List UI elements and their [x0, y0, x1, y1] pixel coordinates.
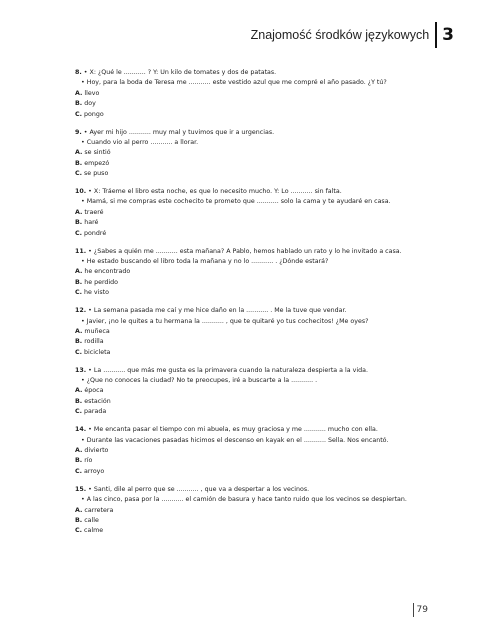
option-letter: A.: [75, 327, 83, 335]
question-item: [75, 68, 465, 120]
option-text: pondré: [84, 229, 107, 237]
sentence-text: • Ayer mi hijo ........... muy mal y tuvimos que ir a urgencias.: [83, 128, 275, 136]
answer-option: [75, 526, 465, 536]
answer-option: [75, 110, 465, 120]
question-sentence: [75, 495, 465, 505]
option-text: época: [84, 387, 104, 395]
answer-option: [75, 208, 465, 218]
answer-option: [75, 407, 465, 417]
question-sentence: [75, 187, 465, 197]
answer-option: [75, 229, 465, 239]
question-sentence: [75, 376, 465, 386]
page-header: [251, 22, 454, 48]
sentence-text: • Javier, ¡no le quites a tu hermana la ........... , que te quitaré yo tus cochecitos! ¿Me oyes?: [81, 317, 369, 325]
answer-option: [75, 456, 465, 466]
question-sentence: [75, 68, 465, 78]
question-sentence: [75, 128, 465, 138]
option-letter: A.: [75, 447, 83, 454]
option-letter: C.: [75, 289, 83, 297]
question-item: [75, 128, 465, 180]
question-number: 8.: [75, 69, 82, 76]
answer-option: [75, 386, 465, 396]
option-text: empezó: [84, 159, 110, 167]
chapter-number: 3: [442, 25, 454, 45]
sentence-text: • X: Tráeme el libro esta noche, es que lo necesito mucho. Y: Lo ........... sin falta.: [88, 188, 342, 196]
answer-option: [75, 169, 465, 179]
sentence-text: • ¿Que no conoces la ciudad? No te preocupes, iré a buscarte a la ........... .: [81, 377, 318, 385]
question-item: [75, 187, 465, 239]
answer-option: [75, 506, 465, 516]
header-divider: [435, 22, 437, 48]
sentence-text: • Hoy, para la boda de Teresa me ........... este vestido azul que me compré el año pasado. ¿Y tú?: [81, 79, 387, 87]
option-text: se puso: [84, 170, 109, 178]
question-number: 10.: [75, 188, 87, 196]
exercise-list: [75, 68, 465, 544]
question-number: 13.: [75, 366, 87, 374]
sentence-text: • ¿Sabes a quién me ........... esta mañana? A Pablo, hemos hablado un rato y lo he invitado a casa.: [88, 247, 402, 255]
question-item: [75, 366, 465, 418]
answer-option: [75, 467, 465, 477]
option-text: divierto: [84, 447, 109, 454]
option-letter: B.: [75, 278, 83, 286]
sentence-text: • X: ¿Qué le ........... ? Y: Un kilo de tomates y dos de patatas.: [83, 69, 277, 76]
answer-option: [75, 446, 465, 456]
option-letter: C.: [75, 110, 83, 118]
answer-option: [75, 218, 465, 228]
question-number: 9.: [75, 128, 82, 136]
sentence-text: • Cuando vio al perro ........... a llorar.: [81, 138, 199, 146]
answer-option: [75, 337, 465, 347]
option-letter: A.: [75, 268, 83, 276]
question-item: [75, 425, 465, 477]
sentence-text: • Mamá, si me compras este cochecito te prometo que ........... solo la cama y te ayudaré en casa.: [81, 198, 391, 206]
sentence-text: • Me encanta pasar el tiempo con mi abuela, es muy graciosa y me ........... mucho con ella.: [88, 426, 378, 434]
option-text: calme: [84, 527, 104, 535]
question-sentence: [75, 425, 465, 435]
option-letter: A.: [75, 506, 83, 514]
option-letter: C.: [75, 527, 83, 535]
option-letter: A.: [75, 387, 83, 395]
option-letter: B.: [75, 100, 83, 108]
option-text: río: [84, 457, 93, 465]
option-letter: B.: [75, 516, 83, 524]
question-sentence: [75, 306, 465, 316]
answer-option: [75, 516, 465, 526]
option-text: llevo: [84, 89, 100, 97]
option-text: se sintió: [84, 149, 111, 157]
option-letter: C.: [75, 467, 83, 475]
answer-option: [75, 397, 465, 407]
answer-option: [75, 278, 465, 288]
option-letter: B.: [75, 159, 83, 167]
option-letter: A.: [75, 89, 83, 97]
answer-option: [75, 99, 465, 109]
option-letter: A.: [75, 149, 83, 157]
footer-divider: [413, 603, 414, 617]
sentence-text: • He estado buscando el libro toda la mañana y no lo ........... . ¿Dónde estará?: [81, 258, 329, 265]
page-number: 79: [416, 605, 428, 615]
option-text: he encontrado: [84, 268, 131, 276]
question-sentence: [75, 197, 465, 207]
question-number: 12.: [75, 307, 87, 315]
option-letter: C.: [75, 170, 83, 178]
answer-option: [75, 148, 465, 158]
option-text: muñeca: [84, 327, 110, 335]
option-letter: C.: [75, 348, 83, 356]
question-sentence: [75, 317, 465, 327]
answer-option: [75, 348, 465, 358]
option-text: traeré: [84, 208, 104, 216]
option-text: doy: [84, 100, 96, 108]
sentence-text: • Santi, dile al perro que se ........... , que va a despertar a los vecinos.: [88, 485, 310, 493]
sentence-text: • La semana pasada me caí y me hice daño en la ........... . Me la tuve que vendar.: [88, 307, 347, 315]
question-number: 14.: [75, 426, 87, 434]
option-letter: B.: [75, 338, 83, 346]
sentence-text: • Durante las vacaciones pasadas hicimos el descenso en kayak en el ........... Sella. Nos encantó.: [81, 436, 389, 444]
page-footer: [413, 603, 428, 617]
question-item: [75, 247, 465, 299]
answer-option: [75, 159, 465, 169]
section-title: Znajomość środków językowych: [250, 28, 430, 42]
sentence-text: • A las cinco, pasa por la ........... el camión de basura y hace tanto ruido que los vecinos se despiertan.: [81, 496, 407, 504]
question-item: [75, 485, 465, 537]
option-text: he perdido: [84, 278, 119, 286]
option-letter: C.: [75, 229, 83, 237]
option-letter: B.: [75, 397, 83, 405]
option-text: arroyo: [84, 467, 105, 475]
option-text: parada: [84, 408, 107, 416]
option-text: calle: [84, 516, 99, 524]
question-sentence: [75, 257, 465, 267]
option-text: he visto: [84, 289, 109, 297]
option-text: haré: [84, 219, 99, 227]
question-sentence: [75, 138, 465, 148]
question-sentence: [75, 436, 465, 446]
question-sentence: [75, 485, 465, 495]
question-sentence: [75, 78, 465, 88]
answer-option: [75, 288, 465, 298]
option-text: rodilla: [84, 338, 104, 346]
question-number: 11.: [75, 247, 87, 255]
answer-option: [75, 267, 465, 277]
question-sentence: [75, 366, 465, 376]
question-item: [75, 306, 465, 358]
option-letter: C.: [75, 408, 83, 416]
option-text: estación: [84, 397, 111, 405]
option-text: bicicleta: [84, 348, 111, 356]
sentence-text: • La ........... que más me gusta es la primavera cuando la naturaleza despierta a la vida.: [88, 366, 368, 374]
question-number: 15.: [75, 485, 87, 493]
option-letter: A.: [75, 208, 83, 216]
option-letter: B.: [75, 457, 83, 465]
answer-option: [75, 89, 465, 99]
answer-option: [75, 327, 465, 337]
option-letter: B.: [75, 219, 83, 227]
option-text: pongo: [84, 110, 104, 118]
question-sentence: [75, 247, 465, 257]
option-text: carretera: [84, 506, 114, 514]
